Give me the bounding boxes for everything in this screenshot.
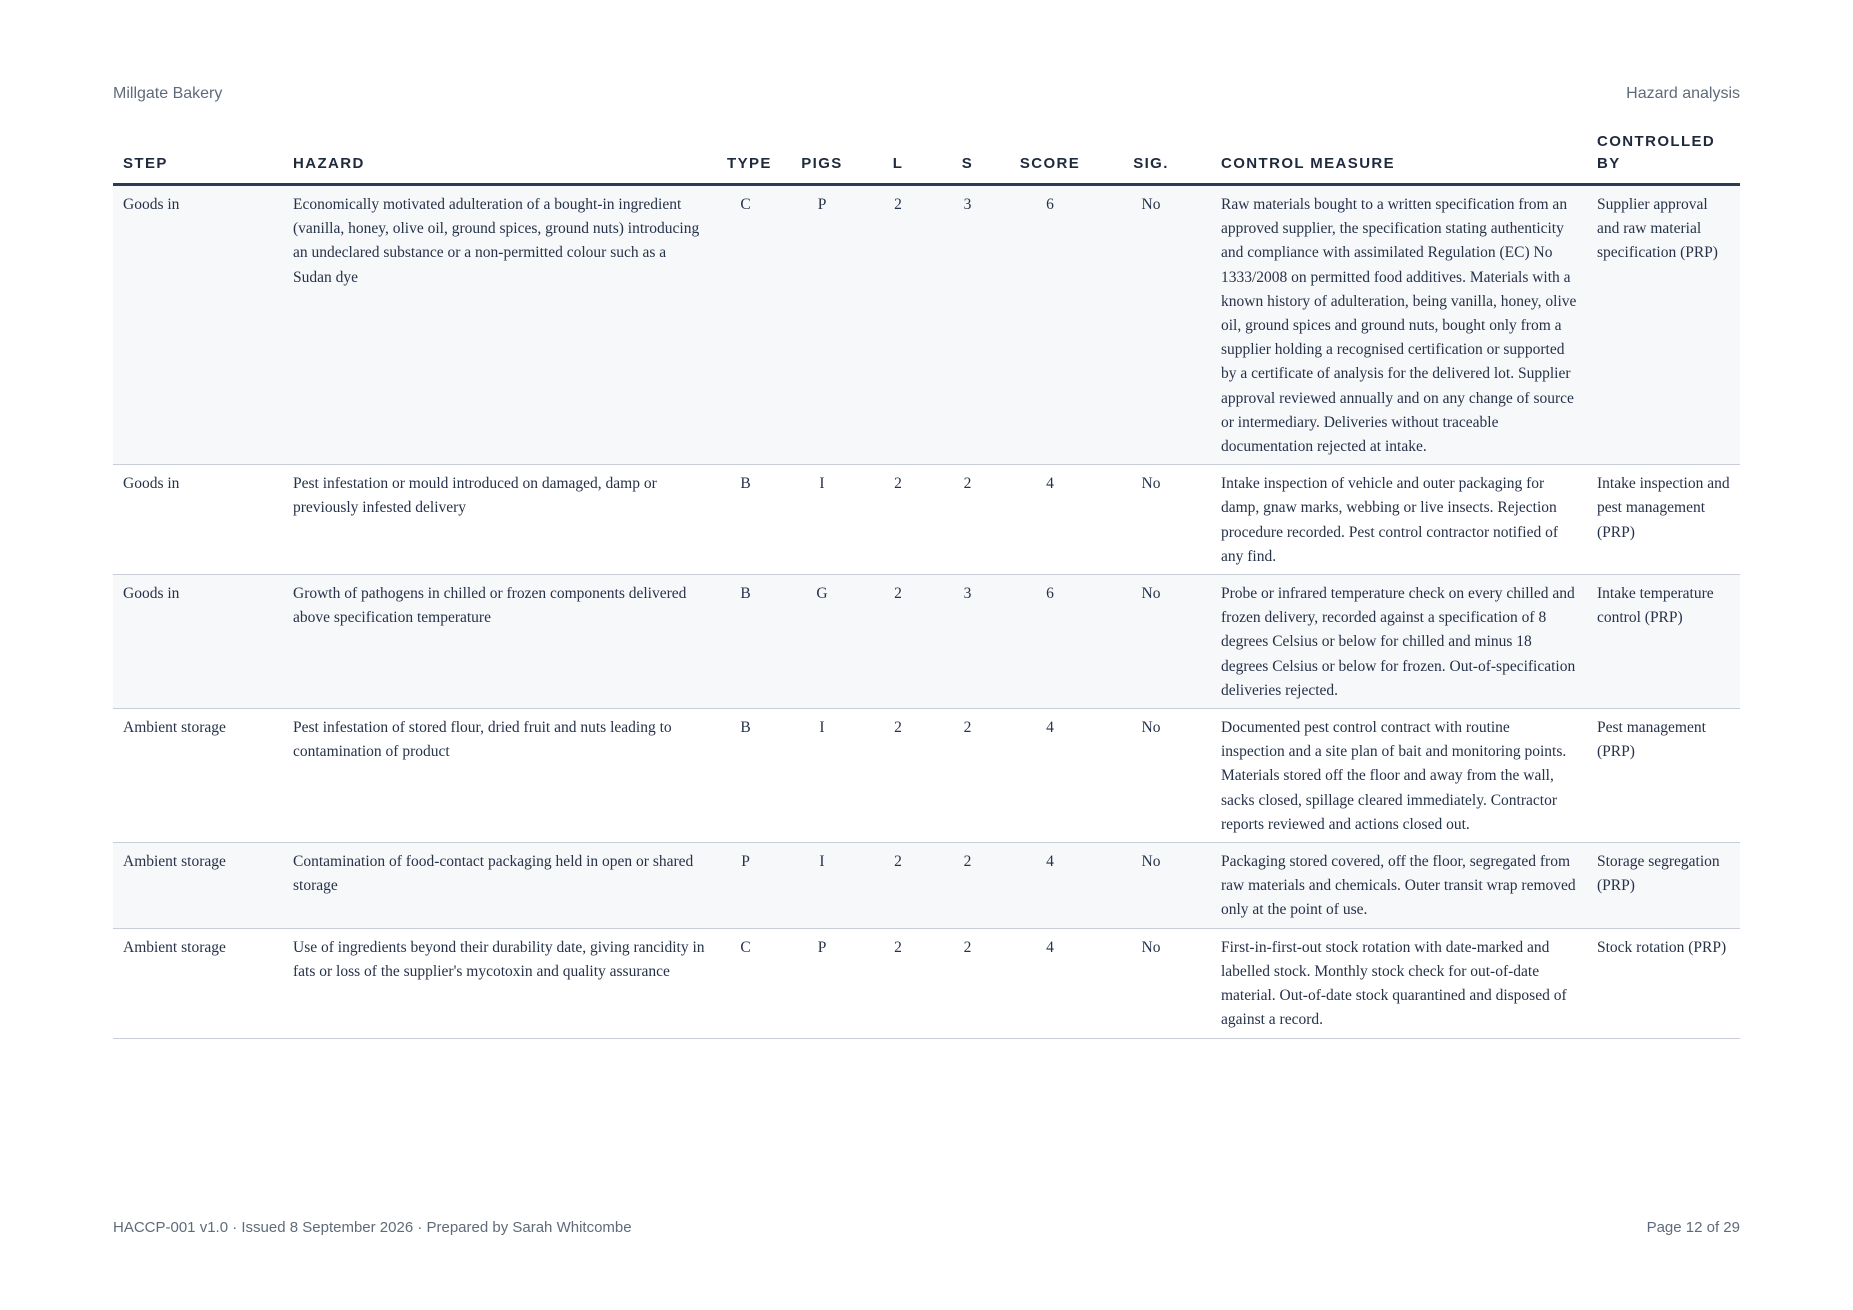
cell-step: Ambient storage [113,843,283,929]
cell-type: B [717,709,774,843]
cell-step: Ambient storage [113,709,283,843]
table-row [113,185,1740,465]
cell-step: Goods in [113,185,283,465]
cell-severity: 2 [926,465,1009,575]
cell-control-measure: Documented pest control contract with routine inspection and a site plan of bait and monitoring points. Materials stored off the floor and away from the wall, sacks closed, spillage cleared immediately. Contractor reports reviewed and actions closed out. [1211,709,1587,843]
column-header-significance: SIG. [1091,131,1211,185]
cell-controlled-by: Pest management (PRP) [1587,709,1740,843]
cell-controlled-by: Storage segregation (PRP) [1587,843,1740,929]
cell-likelihood: 2 [870,575,926,709]
cell-control-measure: Raw materials bought to a written specification from an approved supplier, the specification stating authenticity and compliance with assimilated Regulation (EC) No 1333/2008 on permitted food additives. Materials with a known history of adulteration, being vanilla, honey, olive oil, ground spices and ground nuts, bought only from a supplier holding a recognised certification or supported by a certificate of analysis for the delivered lot. Supplier approval reviewed annually and on any change of source or intermediary. Deliveries without traceable documentation rejected at intake. [1211,185,1587,465]
column-header-control-measure: CONTROL MEASURE [1211,131,1587,185]
cell-pigs: P [774,185,870,465]
cell-control-measure: Probe or infrared temperature check on every chilled and frozen delivery, recorded against a specification of 8 degrees Celsius or below for chilled and minus 18 degrees Celsius or below for frozen. Out-of-specification deliveries rejected. [1211,575,1587,709]
cell-controlled-by: Intake inspection and pest management (PRP) [1587,465,1740,575]
cell-significance: No [1091,843,1211,929]
column-header-severity: S [926,131,1009,185]
cell-hazard: Pest infestation of stored flour, dried fruit and nuts leading to contamination of product [283,709,717,843]
cell-score: 4 [1009,843,1091,929]
cell-significance: No [1091,709,1211,843]
cell-significance: No [1091,185,1211,465]
cell-step: Ambient storage [113,928,283,1038]
cell-score: 4 [1009,709,1091,843]
cell-score: 6 [1009,575,1091,709]
cell-severity: 2 [926,928,1009,1038]
document-info: HACCP-001 v1.0 · Issued 8 September 2026 · Prepared by Sarah Whitcombe [113,1219,632,1236]
cell-likelihood: 2 [870,928,926,1038]
column-header-pigs: PIGS [774,131,870,185]
cell-hazard: Use of ingredients beyond their durability date, giving rancidity in fats or loss of the supplier's mycotoxin and quality assurance [283,928,717,1038]
cell-severity: 2 [926,843,1009,929]
cell-type: B [717,575,774,709]
cell-significance: No [1091,928,1211,1038]
column-header-controlled-by: CONTROLLED BY [1587,131,1740,185]
cell-pigs: G [774,575,870,709]
running-footer [113,1219,1740,1236]
table-row [113,843,1740,929]
cell-hazard: Contamination of food-contact packaging held in open or shared storage [283,843,717,929]
cell-hazard: Growth of pathogens in chilled or frozen components delivered above specification temperature [283,575,717,709]
cell-type: C [717,928,774,1038]
cell-control-measure: Intake inspection of vehicle and outer packaging for damp, gnaw marks, webbing or live insects. Rejection procedure recorded. Pest control contractor notified of any find. [1211,465,1587,575]
table-row [113,575,1740,709]
cell-hazard: Pest infestation or mould introduced on damaged, damp or previously infested delivery [283,465,717,575]
cell-type: B [717,465,774,575]
table-row [113,465,1740,575]
cell-likelihood: 2 [870,465,926,575]
table-row [113,928,1740,1038]
cell-pigs: I [774,843,870,929]
hazard-analysis-table [113,131,1740,1039]
cell-type: C [717,185,774,465]
cell-pigs: I [774,465,870,575]
section-title: Hazard analysis [1626,85,1740,102]
cell-control-measure: Packaging stored covered, off the floor, segregated from raw materials and chemicals. Outer transit wrap removed only at the point of use. [1211,843,1587,929]
column-header-likelihood: L [870,131,926,185]
cell-controlled-by: Intake temperature control (PRP) [1587,575,1740,709]
column-header-score: SCORE [1009,131,1091,185]
document-page [113,0,1740,1310]
cell-severity: 3 [926,575,1009,709]
cell-control-measure: First-in-first-out stock rotation with date-marked and labelled stock. Monthly stock check for out-of-date material. Out-of-date stock quarantined and disposed of against a record. [1211,928,1587,1038]
page-number: Page 12 of 29 [1646,1219,1740,1236]
company-name: Millgate Bakery [113,85,223,102]
cell-pigs: P [774,928,870,1038]
cell-significance: No [1091,575,1211,709]
cell-severity: 3 [926,185,1009,465]
cell-likelihood: 2 [870,843,926,929]
cell-severity: 2 [926,709,1009,843]
cell-score: 6 [1009,185,1091,465]
cell-pigs: I [774,709,870,843]
cell-score: 4 [1009,465,1091,575]
table-header-row [113,131,1740,185]
column-header-type: TYPE [717,131,774,185]
column-header-hazard: HAZARD [283,131,717,185]
column-header-step: STEP [113,131,283,185]
cell-likelihood: 2 [870,185,926,465]
cell-score: 4 [1009,928,1091,1038]
running-header [113,85,1740,103]
cell-controlled-by: Supplier approval and raw material specification (PRP) [1587,185,1740,465]
cell-type: P [717,843,774,929]
cell-step: Goods in [113,465,283,575]
cell-step: Goods in [113,575,283,709]
table-row [113,709,1740,843]
cell-significance: No [1091,465,1211,575]
cell-hazard: Economically motivated adulteration of a bought-in ingredient (vanilla, honey, olive oil, ground spices, ground nuts) introducing an undeclared substance or a non-permitted colour such as a Sudan dye [283,185,717,465]
cell-likelihood: 2 [870,709,926,843]
cell-controlled-by: Stock rotation (PRP) [1587,928,1740,1038]
